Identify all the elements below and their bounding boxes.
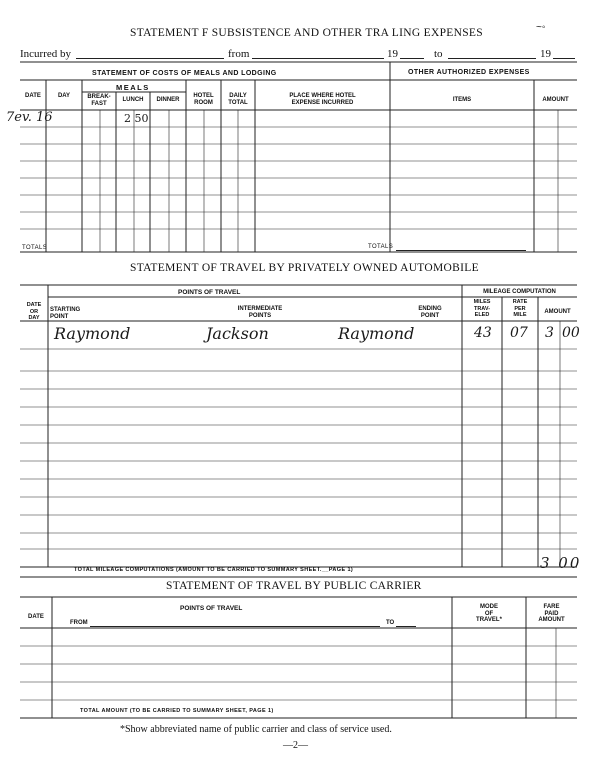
col-lunch: LUNCH <box>122 97 144 103</box>
carrier-points-of-travel: POINTS OF TRAVEL <box>180 605 243 612</box>
corner-mark: ~◦ <box>536 22 546 33</box>
year1-field[interactable] <box>400 58 424 59</box>
col-date-or-day: DATE OR DAY <box>26 302 42 321</box>
entry-miles: 43 <box>474 325 492 341</box>
totals-right-label: TOTALS <box>368 244 394 250</box>
totals-left-label: TOTALS <box>22 245 48 251</box>
col-day: DAY <box>57 93 71 99</box>
to-line[interactable] <box>396 626 416 627</box>
entry-date: 7ev. 16 <box>6 110 53 125</box>
from-line[interactable] <box>90 626 380 627</box>
entry-amount-dollars: 3 <box>545 325 554 341</box>
col-breakfast: BREAK- FAST <box>87 94 111 107</box>
col-to: TO <box>386 620 395 626</box>
totals-field[interactable] <box>396 250 526 251</box>
from-label: from <box>228 48 250 60</box>
col-from: FROM <box>70 620 88 626</box>
total-mileage-label: TOTAL MILEAGE COMPUTATIONS (AMOUNT TO BE CARRIED TO SUMMARY SHEET.__PAGE 1) <box>74 567 354 573</box>
to-label: to <box>434 48 443 60</box>
entry-ending-point: Raymond <box>338 324 415 343</box>
col-place: PLACE WHERE HOTEL EXPENSE INCURRED <box>289 93 356 106</box>
meals-label: MEALS <box>116 83 150 92</box>
col-items: ITEMS <box>452 97 472 103</box>
col-dinner: DINNER <box>156 97 180 103</box>
year2-field[interactable] <box>553 58 575 59</box>
from-date-field[interactable] <box>252 58 384 59</box>
auto-points-of-travel: POINTS OF TRAVEL <box>178 289 241 296</box>
col-intermediate-points: INTERMEDIATE POINTS <box>237 306 283 319</box>
other-expenses-title: OTHER AUTHORIZED EXPENSES <box>408 69 530 76</box>
col-starting-point: STARTING POINT <box>50 307 81 320</box>
col-rate-per-mile: RATE PER MILE <box>512 299 528 318</box>
col-auto-amount: AMOUNT <box>544 309 571 315</box>
mileage-computation-label: MILEAGE COMPUTATION <box>483 289 556 295</box>
entry-amount-cents: 00 <box>562 325 580 341</box>
col-date: DATE <box>25 93 41 99</box>
entry-lunch: 2 50 <box>124 112 149 125</box>
auto-section-title: STATEMENT OF TRAVEL BY PRIVATELY OWNED AUTOMOBILE <box>130 262 479 274</box>
total-amount-label: TOTAL AMOUNT (TO BE CARRIED TO SUMMARY SHEET, PAGE 1) <box>80 708 274 714</box>
incurred-by-field[interactable] <box>76 58 224 59</box>
entry-rate: 07 <box>510 325 528 341</box>
footnote: *Show abbreviated name of public carrier and class of service used. <box>120 724 392 735</box>
col-amount: AMOUNT <box>542 97 569 103</box>
col-carrier-date: DATE <box>28 614 44 620</box>
col-miles-traveled: MILES TRAV- ELED <box>473 299 491 318</box>
to-date-field[interactable] <box>448 58 536 59</box>
entry-intermediate-point: Jackson <box>206 324 269 343</box>
page-number: —2— <box>283 740 308 751</box>
carrier-section-title: STATEMENT OF TRAVEL BY PUBLIC CARRIER <box>166 580 422 592</box>
col-mode-of-travel: MODE OF TRAVEL* <box>476 604 502 623</box>
col-ending-point: ENDING POINT <box>418 306 442 319</box>
incurred-by-label: Incurred by <box>20 48 72 60</box>
total-mileage-value: 3 00 <box>540 554 582 572</box>
year1-label: 19 <box>387 48 398 60</box>
col-fare-paid: FARE PAID AMOUNT <box>538 604 565 623</box>
meals-section-title: STATEMENT OF COSTS OF MEALS AND LODGING <box>92 70 277 77</box>
col-daily-total: DAILY TOTAL <box>228 93 248 106</box>
col-hotel-room: HOTEL ROOM <box>193 93 214 106</box>
year2-label: 19 <box>540 48 551 60</box>
entry-starting-point: Raymond <box>54 324 131 343</box>
form-title: STATEMENT F SUBSISTENCE AND OTHER TRA LING EXPENSES <box>130 27 483 39</box>
